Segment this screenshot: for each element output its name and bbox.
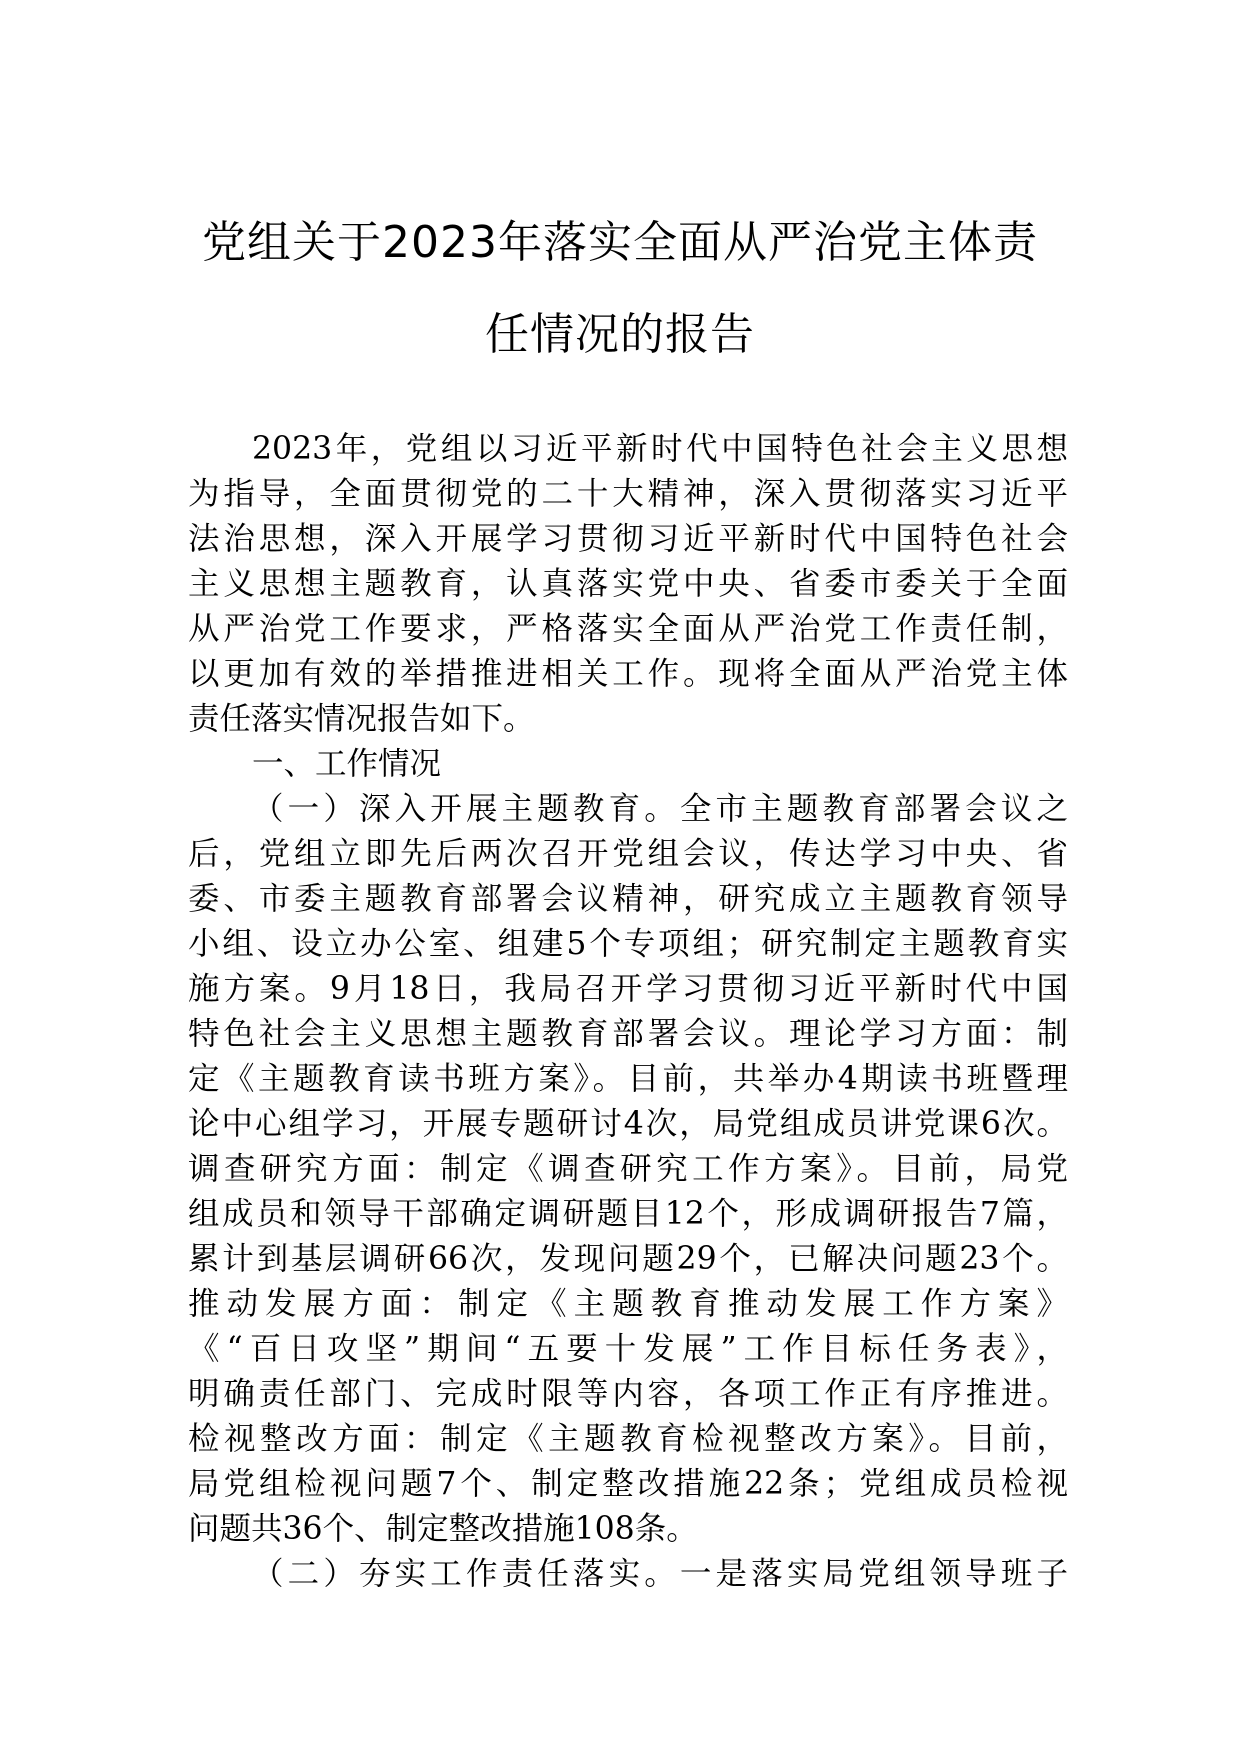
paragraph-line: 施方案。9月18日，我局召开学习贯彻习近平新时代中国 bbox=[188, 971, 1068, 1007]
paragraph-line: 调查研究方面：制定《调查研究工作方案》。目前，局党 bbox=[188, 1151, 1068, 1187]
paragraph-line: 以更加有效的举措推进相关工作。现将全面从严治党主体 bbox=[188, 656, 1068, 692]
paragraph-line: 《“百日攻坚”期间“五要十发展”工作目标任务表》， bbox=[188, 1331, 1068, 1367]
paragraph-line: 小组、设立办公室、组建5个专项组；研究制定主题教育实 bbox=[188, 926, 1068, 962]
document-title-line-2: 任情况的报告 bbox=[485, 309, 755, 360]
paragraph-line: 责任落实情况报告如下。 bbox=[188, 701, 535, 737]
paragraph-line: （二）夯实工作责任落实。一是落实局党组领导班子 bbox=[252, 1556, 1068, 1592]
paragraph-line: 2023年，党组以习近平新时代中国特色社会主义思想 bbox=[252, 431, 1068, 467]
paragraph-line: 特色社会主义思想主题教育部署会议。理论学习方面：制 bbox=[188, 1016, 1068, 1052]
paragraph-line: 问题共36个、制定整改措施108条。 bbox=[188, 1511, 698, 1547]
paragraph-line: 局党组检视问题7个、制定整改措施22条；党组成员检视 bbox=[188, 1466, 1068, 1502]
paragraph-line: 检视整改方面：制定《主题教育检视整改方案》。目前， bbox=[188, 1421, 1068, 1457]
paragraph-line: 推动发展方面：制定《主题教育推动发展工作方案》 bbox=[188, 1286, 1068, 1322]
paragraph-line: 为指导，全面贯彻党的二十大精神，深入贯彻落实习近平 bbox=[188, 476, 1068, 512]
section-heading: 一、工作情况 bbox=[252, 746, 442, 782]
document-title-line-1: 党组关于2023年落实全面从严治党主体责 bbox=[202, 217, 1038, 268]
paragraph-line: 法治思想，深入开展学习贯彻习近平新时代中国特色社会 bbox=[188, 521, 1068, 557]
paragraph-line: 论中心组学习，开展专题研讨4次，局党组成员讲党课6次。 bbox=[188, 1106, 1068, 1142]
paragraph-line: 主义思想主题教育，认真落实党中央、省委市委关于全面 bbox=[188, 566, 1068, 602]
paragraph-line: 明确责任部门、完成时限等内容，各项工作正有序推进。 bbox=[188, 1376, 1068, 1412]
document-body bbox=[188, 427, 1068, 1597]
paragraph-line: 组成员和领导干部确定调研题目12个，形成调研报告7篇， bbox=[188, 1196, 1068, 1232]
paragraph-line: 定《主题教育读书班方案》。目前，共举办4期读书班暨理 bbox=[188, 1061, 1068, 1097]
paragraph-line: 从严治党工作要求，严格落实全面从严治党工作责任制， bbox=[188, 611, 1068, 647]
paragraph-line: （一）深入开展主题教育。全市主题教育部署会议之 bbox=[252, 791, 1068, 827]
paragraph-line: 累计到基层调研66次，发现问题29个，已解决问题23个。 bbox=[188, 1241, 1068, 1277]
paragraph-line: 委、市委主题教育部署会议精神，研究成立主题教育领导 bbox=[188, 881, 1068, 917]
paragraph-line: 后，党组立即先后两次召开党组会议，传达学习中央、省 bbox=[188, 836, 1068, 872]
